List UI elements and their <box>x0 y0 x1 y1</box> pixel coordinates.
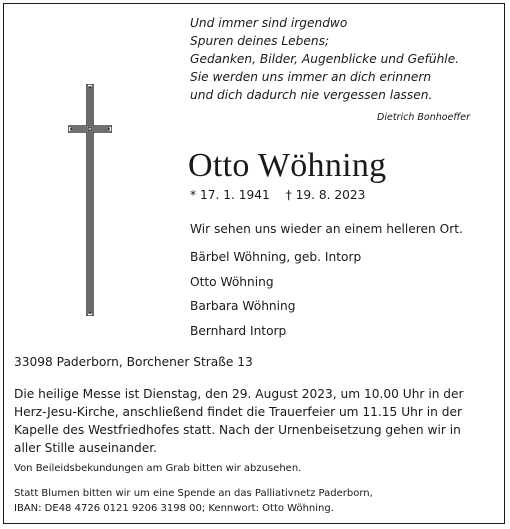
donation-info <box>14 486 373 516</box>
cross-icon <box>68 84 112 316</box>
poem-line: und dich dadurch nie vergessen lassen. <box>190 88 433 102</box>
motto: Wir sehen uns wieder an einem helleren Ort. <box>190 222 463 236</box>
service-info <box>14 385 504 457</box>
donation-line: IBAN: DE48 4726 0121 9206 3198 00; Kennwort: Otto Wöhning. <box>14 503 334 514</box>
death-date: † 19. 8. 2023 <box>285 188 366 202</box>
mourner: Otto Wöhning <box>190 274 274 289</box>
mourner: Bernhard Intorp <box>190 323 287 338</box>
poem-author: Dietrich Bonhoeffer <box>377 112 470 123</box>
service-line: Die heilige Messe ist Dienstag, den 29. August 2023, um 10.00 Uhr in der <box>14 387 464 401</box>
donation-line: Statt Blumen bitten wir um eine Spende an das Palliativnetz Paderborn, <box>14 488 373 499</box>
poem-line: Spuren deines Lebens; <box>190 34 330 48</box>
life-dates <box>190 187 365 203</box>
service-line: Herz-Jesu-Kirche, anschließend findet die Trauerfeier um 11.15 Uhr in der <box>14 405 462 419</box>
service-line: aller Stille auseinander. <box>14 441 158 455</box>
condolence-note: Von Beileidsbekundungen am Grab bitten wir abzusehen. <box>14 463 302 474</box>
service-line: Kapelle des Westfriedhofes statt. Nach der Urnenbeisetzung gehen wir in <box>14 423 461 437</box>
deceased-name: Otto Wöhning <box>188 147 387 184</box>
birth-date: * 17. 1. 1941 <box>190 188 270 202</box>
poem <box>190 14 490 104</box>
poem-line: Gedanken, Bilder, Augenblicke und Gefühle. <box>190 52 460 66</box>
mourner: Bärbel Wöhning, geb. Intorp <box>190 250 362 264</box>
poem-line: Sie werden uns immer an dich erinnern <box>190 70 432 84</box>
mourners-list <box>190 245 361 343</box>
obituary-notice <box>3 3 505 524</box>
mourner: Barbara Wöhning <box>190 299 296 313</box>
poem-line: Und immer sind irgendwo <box>190 16 348 30</box>
address: 33098 Paderborn, Borchener Straße 13 <box>14 355 253 369</box>
